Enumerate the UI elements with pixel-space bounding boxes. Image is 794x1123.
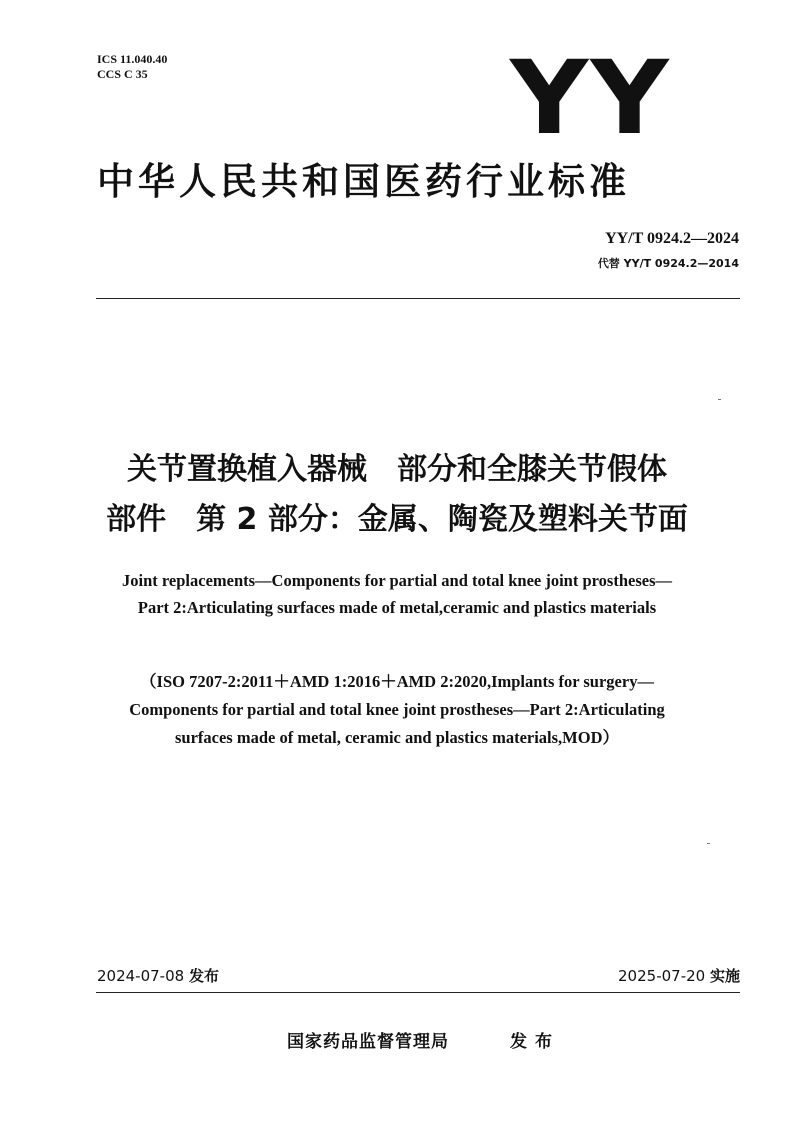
ccs-code: CCS C 35 [97, 67, 148, 81]
document-title-cn [60, 445, 734, 545]
implementation-date-label: 实施 [709, 967, 740, 985]
issue-date-block [97, 966, 219, 986]
title-cn-line-1: 关节置换植入器械 部分和全膝关节假体 [127, 452, 667, 487]
issue-word: 发布 [510, 1032, 560, 1052]
top-divider [96, 298, 740, 299]
scan-speck [718, 399, 721, 400]
iso-reference-line-3: surfaces made of metal, ceramic and plastics materials,MOD） [174, 728, 620, 747]
title-en-line-2: Part 2:Articulating surfaces made of metal,ceramic and plastics materials [137, 598, 657, 617]
ics-code: ICS 11.040.40 [97, 52, 168, 66]
replaces-standard: 代替 YY/T 0924.2—2014 [597, 257, 739, 270]
issue-date-label: 发布 [188, 967, 219, 985]
document-title-en [40, 567, 754, 621]
issue-date: 2024-07-08 [97, 967, 185, 985]
issuing-authority: 国家药品监督管理局 [287, 1032, 449, 1052]
bottom-divider [96, 992, 740, 993]
yy-logo: YY [510, 39, 671, 158]
iso-reference [40, 668, 754, 752]
implementation-date: 2025-07-20 [618, 967, 706, 985]
iso-reference-line-1: （ISO 7207-2:2011＋AMD 1:2016＋AMD 2:2020,Implants for surgery— [140, 672, 654, 691]
title-cn-line-2: 部件 第 2 部分：金属、陶瓷及塑料关节面 [106, 502, 688, 537]
standard-title: 中华人民共和国医药行业标准 [97, 160, 630, 203]
implementation-date-block [618, 966, 740, 986]
classification-codes [97, 52, 167, 82]
title-en-line-1: Joint replacements—Components for partial and total knee joint prostheses— [122, 571, 672, 590]
iso-reference-line-2: Components for partial and total knee joint prostheses—Part 2:Articulating [129, 700, 665, 719]
scan-speck [707, 843, 710, 844]
standard-number: YY/T 0924.2—2024 [605, 230, 739, 247]
